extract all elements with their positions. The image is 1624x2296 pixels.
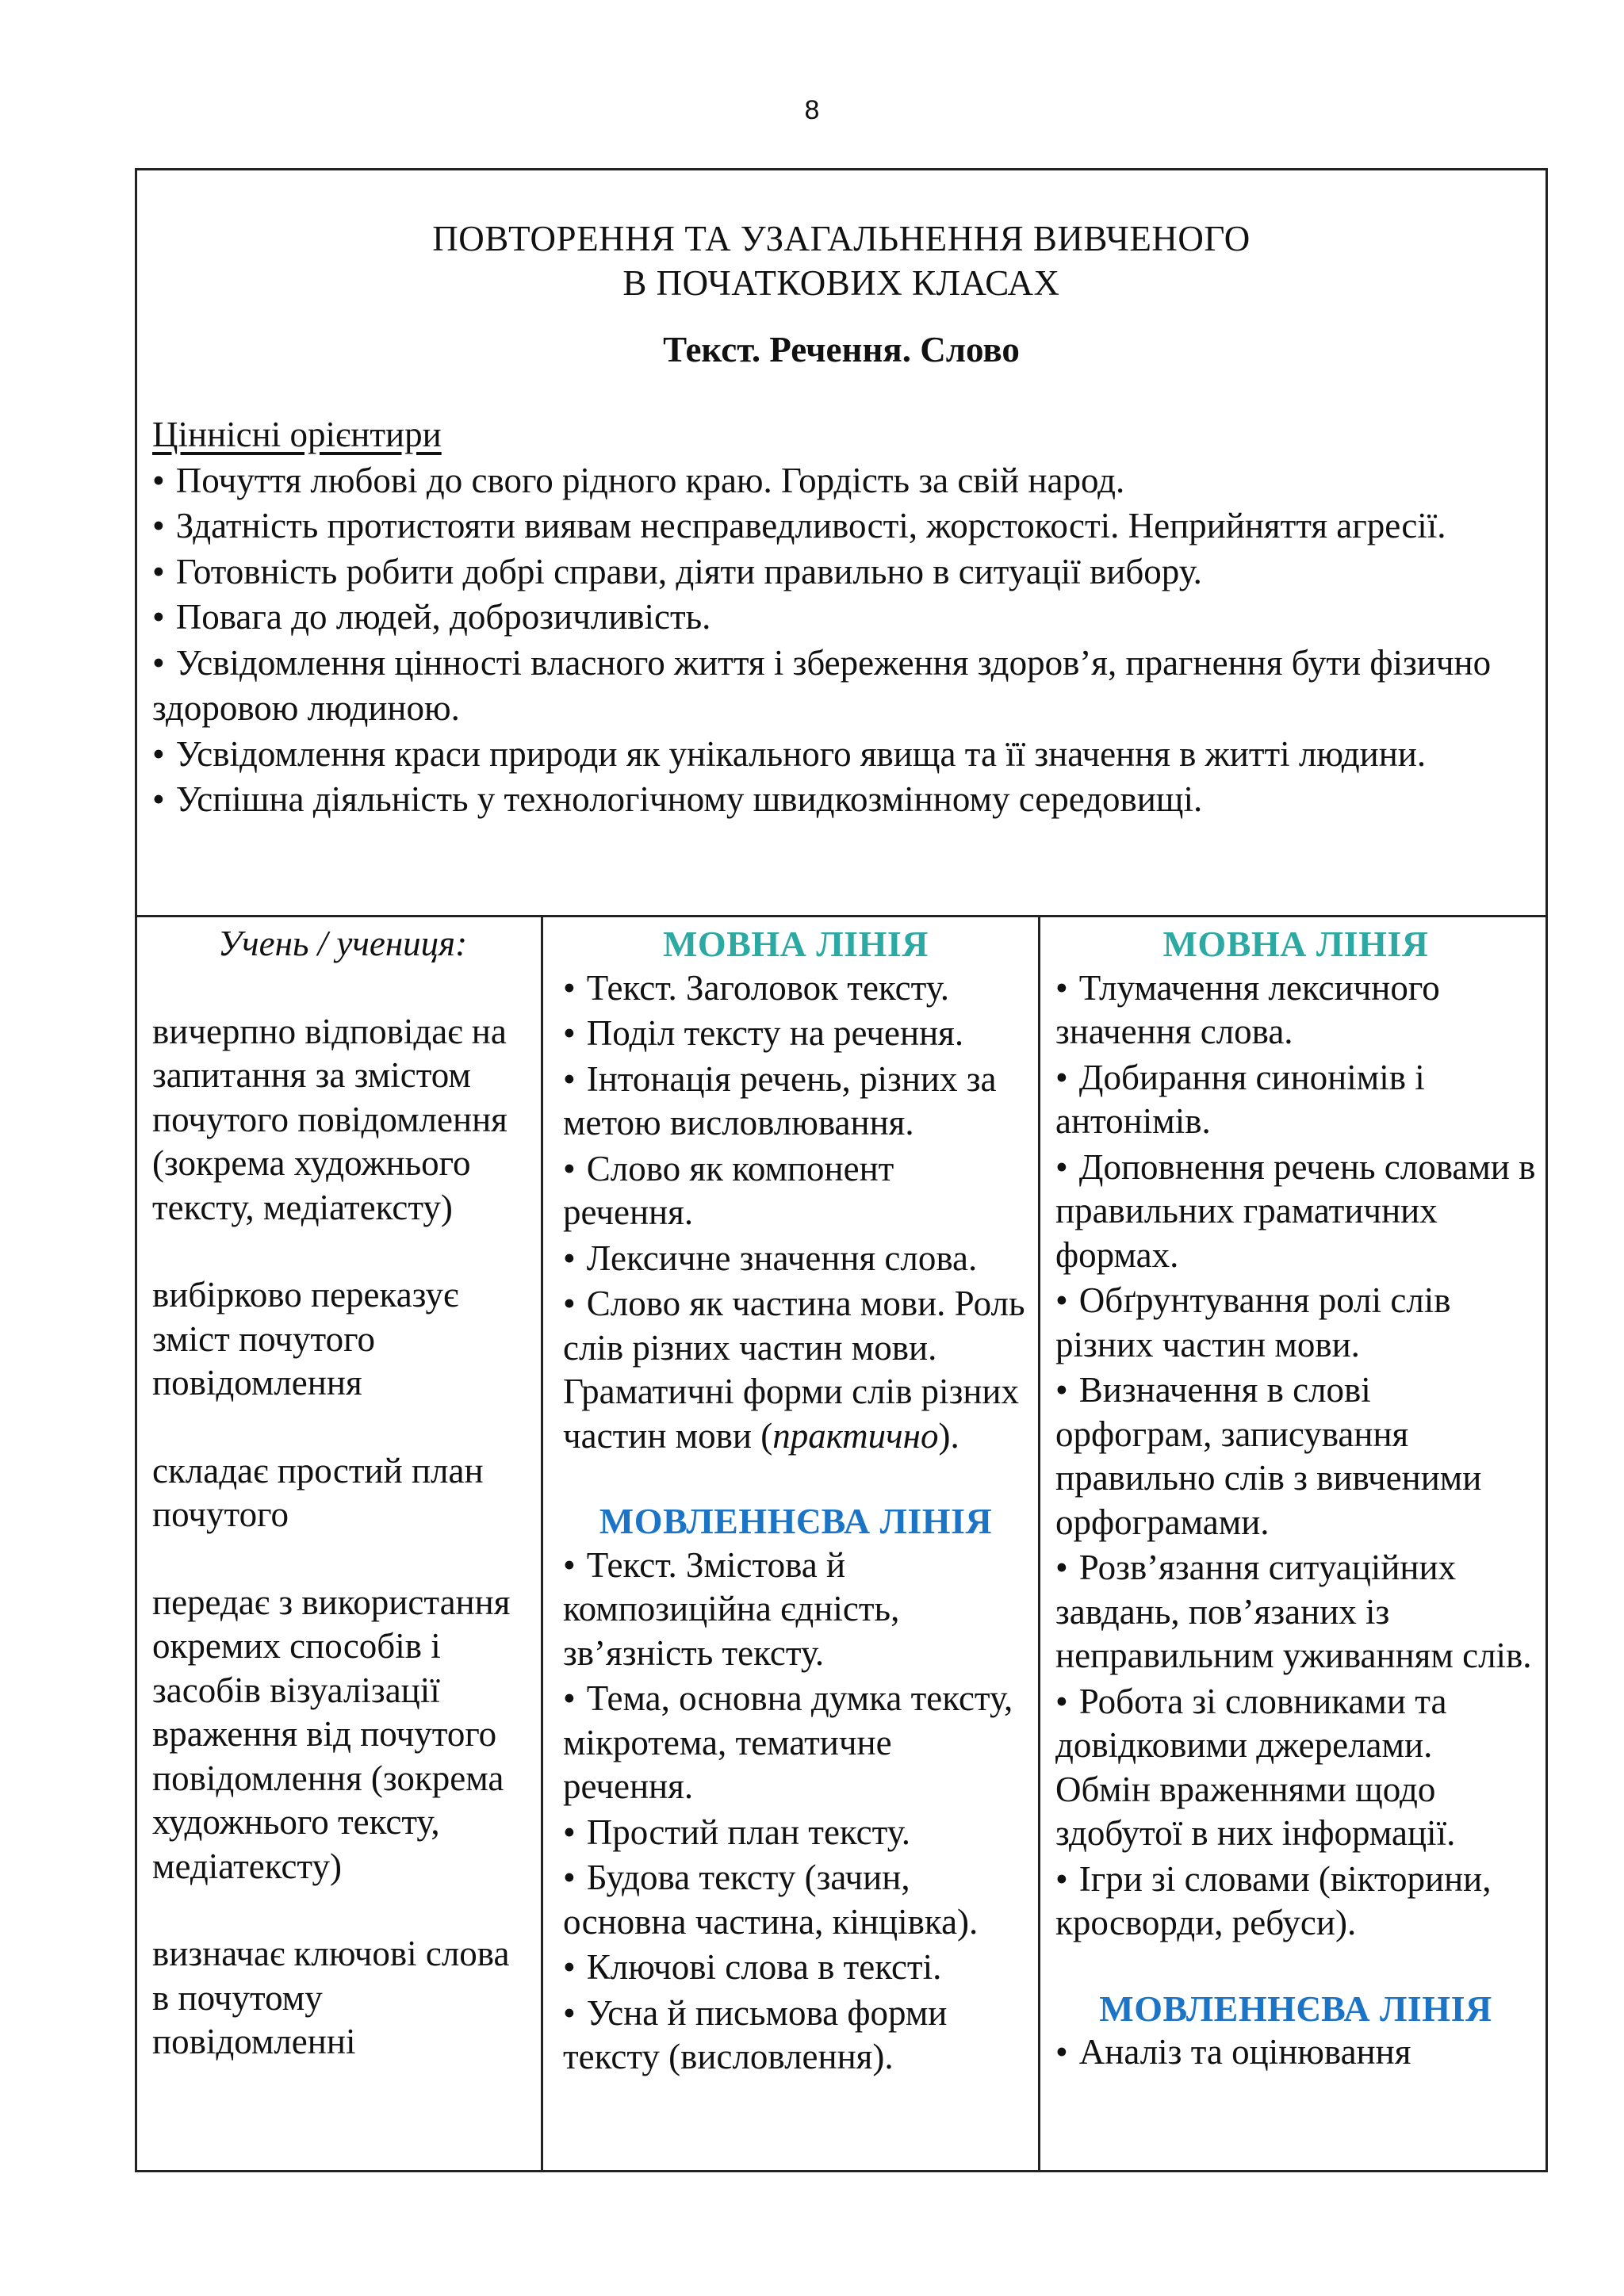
section-title bbox=[137, 216, 1545, 305]
section-title-line-2: В ПОЧАТКОВИХ КЛАСАХ bbox=[622, 263, 1060, 303]
bullet-icon: • bbox=[1055, 967, 1068, 1008]
bullet-icon: • bbox=[563, 1148, 576, 1188]
speech-line-heading: МОВЛЕННЄВА ЛІНІЯ bbox=[599, 1501, 993, 1541]
bullet-icon: • bbox=[152, 733, 165, 774]
list-item bbox=[563, 1946, 1028, 1990]
outcome-item: передає з використання окремих способів і засобів візуалізації враження від почутого повідомлення (зокрема художнього тексту, медіатексту) bbox=[152, 1582, 511, 1886]
content-column-right bbox=[1040, 917, 1545, 2170]
list-item-text: Повага до людей, доброзичливість. bbox=[175, 597, 711, 637]
list-item bbox=[1055, 1368, 1536, 1544]
list-item bbox=[1055, 1680, 1536, 1856]
list-item bbox=[152, 732, 1532, 778]
list-item bbox=[1055, 1146, 1536, 1278]
language-line-heading: МОВНА ЛІНІЯ bbox=[1162, 924, 1429, 964]
list-item bbox=[563, 1677, 1028, 1809]
outcome-item: визначає ключові слова в почутому повідомленні bbox=[152, 1934, 510, 2061]
page-number: 8 bbox=[804, 95, 820, 125]
list-item-text: Почуття любові до свого рідного краю. Гордість за свій народ. bbox=[175, 460, 1125, 500]
section-title-line-1: ПОВТОРЕННЯ ТА УЗАГАЛЬНЕННЯ ВИВЧЕНОГО bbox=[432, 219, 1251, 258]
list-item-text: Усна й письмова форми тексту (висловлення). bbox=[563, 1992, 948, 2076]
value-orientations bbox=[152, 412, 1532, 823]
bullet-icon: • bbox=[563, 1947, 576, 1987]
list-item-text: Будова тексту (зачин, основна частина, кінцівка). bbox=[563, 1858, 979, 1942]
bullet-icon: • bbox=[563, 1544, 576, 1585]
list-item bbox=[563, 1992, 1028, 2080]
list-item-text: Визначення в слові орфограм, записування правильно слів з вивченими орфограмами. bbox=[1055, 1370, 1482, 1542]
list-item bbox=[563, 1811, 1028, 1855]
bullet-icon: • bbox=[563, 1858, 576, 1897]
outcomes-column bbox=[137, 917, 543, 2170]
bullet-icon: • bbox=[152, 460, 165, 500]
list-item-text: Аналіз та оцінювання bbox=[1078, 2032, 1411, 2072]
language-line-list bbox=[563, 966, 1028, 1459]
bullet-icon: • bbox=[563, 1992, 576, 2033]
list-item-text: Добирання синонімів і антонімів. bbox=[1055, 1057, 1425, 1141]
curriculum-table bbox=[135, 168, 1548, 2172]
student-role-label: Учень / учениця: bbox=[217, 924, 468, 963]
bullet-icon: • bbox=[152, 551, 165, 591]
speech-line-list bbox=[1055, 2030, 1536, 2075]
list-item bbox=[563, 1058, 1028, 1146]
list-item-text: Лексичне значення слова. bbox=[586, 1238, 978, 1278]
list-item bbox=[1055, 966, 1536, 1054]
bullet-icon: • bbox=[1055, 1280, 1068, 1320]
list-item bbox=[1055, 1858, 1536, 1946]
list-item-text: Інтонація речень, різних за метою висловлювання. bbox=[563, 1058, 997, 1142]
value-orientations-heading: Ціннісні орієнтири bbox=[152, 415, 442, 454]
speech-line-list bbox=[563, 1544, 1028, 2080]
outcome-item: вичерпно відповідає на запитання за змістом почутого повідомлення (зокрема художнього тексту, медіатексту) bbox=[152, 1011, 508, 1227]
list-item-text: Текст. Заголовок тексту. bbox=[586, 967, 949, 1008]
bullet-icon: • bbox=[1055, 1548, 1068, 1587]
list-item-text: Здатність протистояти виявам несправедливості, жорстокості. Неприйняття агресії. bbox=[175, 506, 1446, 545]
list-item bbox=[1055, 1056, 1536, 1144]
speech-line-heading: МОВЛЕННЄВА ЛІНІЯ bbox=[1099, 1988, 1492, 2029]
bullet-icon: • bbox=[1055, 1370, 1068, 1410]
list-item-text: Простий план тексту. bbox=[586, 1812, 910, 1852]
list-item-text: Тлумачення лексичного значення слова. bbox=[1055, 967, 1440, 1051]
bullet-icon: • bbox=[152, 506, 165, 545]
list-item-text: Тема, основна думка тексту, мікротема, тематичне речення. bbox=[563, 1678, 1013, 1806]
bullet-icon: • bbox=[563, 1058, 576, 1099]
list-item bbox=[152, 777, 1532, 823]
outcome-item: вибірково переказує зміст почутого повідомлення bbox=[152, 1275, 459, 1402]
bullet-icon: • bbox=[1055, 1057, 1068, 1097]
language-line-heading: МОВНА ЛІНІЯ bbox=[663, 924, 929, 964]
list-item-text: Слово як компонент речення. bbox=[563, 1148, 894, 1232]
list-item bbox=[563, 1856, 1028, 1944]
list-item-text: Готовність робити добрі справи, діяти правильно в ситуації вибору. bbox=[175, 551, 1202, 591]
table-header-cell bbox=[137, 170, 1545, 917]
bullet-icon: • bbox=[1055, 2032, 1068, 2072]
list-item bbox=[152, 503, 1532, 549]
list-item-text: Усвідомлення цінності власного життя і збереження здоров’я, прагнення бути фізично здоровою людиною. bbox=[152, 642, 1492, 728]
list-item-text: Успішна діяльність у технологічному швидкозмінному середовищі. bbox=[175, 779, 1203, 819]
list-item-text: Текст. Змістова й композиційна єдність, зв’язність тексту. bbox=[563, 1544, 900, 1673]
list-item bbox=[1055, 2030, 1536, 2075]
bullet-icon: • bbox=[563, 1812, 576, 1852]
list-item bbox=[563, 1282, 1028, 1458]
list-item bbox=[563, 1012, 1028, 1056]
list-item-text: Ключові слова в тексті. bbox=[586, 1947, 942, 1987]
bullet-icon: • bbox=[152, 597, 165, 637]
list-item bbox=[563, 1147, 1028, 1235]
list-item bbox=[563, 966, 1028, 1011]
list-item-text-tail: ). bbox=[938, 1415, 959, 1456]
list-item-text: Доповнення речень словами в правильних граматичних формах. bbox=[1055, 1146, 1536, 1275]
list-item-text: Обґрунтування ролі слів різних частин мови. bbox=[1055, 1280, 1451, 1364]
list-item-text: Усвідомлення краси природи як унікального явища та її значення в житті людини. bbox=[175, 733, 1427, 774]
list-item-text: Розв’язання ситуаційних завдань, пов’язаних із неправильним уживанням слів. bbox=[1055, 1548, 1532, 1675]
bullet-icon: • bbox=[1055, 1146, 1068, 1187]
list-item bbox=[1055, 1279, 1536, 1367]
list-item bbox=[152, 641, 1532, 732]
list-item-italic-text: практично bbox=[772, 1415, 939, 1456]
list-item bbox=[563, 1237, 1028, 1281]
bullet-icon: • bbox=[1055, 1681, 1068, 1721]
bullet-icon: • bbox=[563, 1238, 576, 1278]
language-line-list bbox=[1055, 966, 1536, 1946]
bullet-icon: • bbox=[152, 642, 165, 683]
outcome-item: складає простий план почутого bbox=[152, 1450, 484, 1534]
list-item bbox=[152, 549, 1532, 595]
bullet-icon: • bbox=[563, 967, 576, 1008]
list-item-text: Слово як частина мови. Роль слів різних частин мови. Граматичні форми слів різних частин мови ( bbox=[563, 1284, 1025, 1456]
bullet-icon: • bbox=[563, 1013, 576, 1053]
topic-subtitle: Текст. Речення. Слово bbox=[663, 330, 1020, 369]
bullet-icon: • bbox=[152, 779, 165, 819]
bullet-icon: • bbox=[1055, 1858, 1068, 1899]
list-item bbox=[152, 458, 1532, 504]
list-item bbox=[1055, 1546, 1536, 1678]
list-item-text: Ігри зі словами (вікторини, кросворди, ребуси). bbox=[1055, 1858, 1492, 1942]
content-column-left bbox=[543, 917, 1040, 2170]
list-item-text: Поділ тексту на речення. bbox=[586, 1013, 964, 1053]
bullet-icon: • bbox=[563, 1284, 576, 1323]
list-item bbox=[152, 595, 1532, 641]
list-item bbox=[563, 1544, 1028, 1676]
value-orientations-list bbox=[152, 458, 1532, 823]
bullet-icon: • bbox=[563, 1678, 576, 1718]
list-item-text: Робота зі словниками та довідковими джерелами. Обмін враженнями щодо здобутої в них інформації. bbox=[1055, 1681, 1456, 1853]
